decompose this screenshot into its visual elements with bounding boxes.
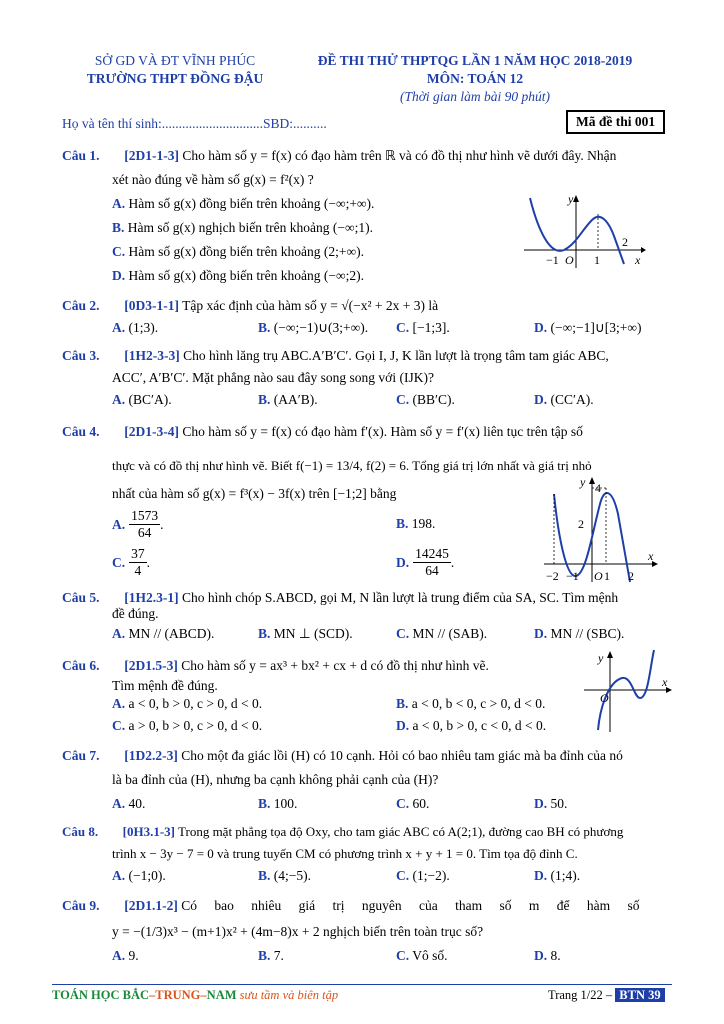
opt-text: 7. (273, 948, 284, 963)
numerator: 37 (131, 546, 145, 561)
q1-option-b[interactable] (112, 218, 373, 238)
opt-label: B. (258, 868, 271, 883)
opt-text: 198. (411, 516, 436, 531)
opt-label: A. (112, 868, 126, 883)
q9-text-2: y = −(1/3)x³ − (m+1)x² + (4m−8)x + 2 nghịch biến trên toàn trục số? (112, 924, 484, 939)
q4-graph-4: 4 (595, 481, 601, 495)
denominator: 4 (134, 563, 142, 578)
q3-option-a[interactable] (112, 390, 172, 410)
opt-label: C. (396, 868, 410, 883)
fraction (413, 546, 451, 579)
q9-code: [2D1.1-2] (124, 898, 178, 913)
opt-label: C. (396, 626, 410, 641)
opt-label: B. (396, 516, 409, 531)
q1-option-d[interactable] (112, 266, 364, 286)
q5-option-c[interactable] (396, 624, 487, 644)
q4-text-2: thực và có đồ thị như hình vẽ. Biết f(−1) = 13/4, f(2) = 6. Tổng giá trị lớn nhất và giá trị nhỏ (112, 458, 592, 473)
q4-option-d[interactable]: D. $\frac{14245}{64}$ . (396, 546, 455, 578)
q1-option-a[interactable] (112, 194, 374, 214)
q1-graph-1: 1 (594, 253, 600, 267)
q6-option-c[interactable] (112, 716, 262, 736)
opt-label: C. (112, 244, 126, 259)
q7-text-1: Cho một đa giác lồi (H) có 10 cạnh. Hỏi có bao nhiêu tam giác mà ba đỉnh của nó (181, 748, 623, 763)
q1-graph (516, 190, 646, 270)
brand-part-2: –TRUNG– (149, 988, 207, 1002)
opt-label: D. (534, 320, 548, 335)
q3-option-b[interactable] (258, 390, 318, 410)
q3-number: Câu 3. (62, 348, 100, 363)
q5-text-2: đề đúng. (112, 606, 159, 621)
q9-option-d[interactable] (534, 946, 561, 966)
opt-label: B. (112, 220, 125, 235)
q8-number: Câu 8. (62, 824, 99, 839)
q2-option-a[interactable] (112, 318, 158, 338)
opt-label: D. (112, 268, 126, 283)
q3-text-2: ACC′, A′B′C′. Mặt phẳng nào sau đây song song với (IJK)? (112, 370, 434, 385)
opt-label: A. (112, 626, 126, 641)
opt-label: B. (396, 696, 409, 711)
opt-text: a < 0, b > 0, c > 0, d < 0. (128, 696, 263, 711)
q9-text-1: Có bao nhiêu giá trị nguyên của tham số m để hàm số (181, 898, 640, 913)
exam-time: (Thời gian làm bài 90 phút) (399, 89, 551, 104)
brand-part-1: TOÁN HỌC BẮC (52, 988, 150, 1002)
q7-option-a[interactable] (112, 794, 145, 814)
q9-number: Câu 9. (62, 898, 100, 913)
q1-graph-m1: −1 (546, 253, 559, 267)
q9-option-a[interactable] (112, 946, 139, 966)
opt-label: A. (112, 948, 126, 963)
fraction (129, 508, 160, 541)
page-number: Trang 1/22 – (548, 988, 613, 1002)
opt-text: 8. (550, 948, 561, 963)
opt-label: C. (112, 718, 126, 733)
q2-option-d[interactable] (534, 318, 641, 338)
q2-option-b[interactable] (258, 318, 368, 338)
q1-text-2: xét nào đúng về hàm số g(x) = f²(x) ? (112, 172, 314, 187)
q6-text-1: Cho hàm số y = ax³ + bx² + cx + d có đồ thị như hình vẽ. (181, 658, 489, 673)
exam-subject: MÔN: TOÁN 12 (426, 71, 524, 86)
opt-text: (BB′C). (412, 392, 455, 407)
q6-text-2: Tìm mệnh đề đúng. (112, 678, 218, 693)
opt-label: C. (112, 554, 126, 570)
q1-text-1: Cho hàm số y = f(x) có đạo hàm trên ℝ và có đồ thị như hình vẽ dưới đây. Nhận (182, 148, 617, 163)
opt-text: 50. (550, 796, 568, 811)
opt-text: Hàm số g(x) nghịch biến trên khoảng (−∞;1). (127, 220, 373, 235)
q3-code: [1H2-3-3] (124, 348, 180, 363)
q9-option-c[interactable] (396, 946, 448, 966)
q1-code: [2D1-1-3] (124, 148, 179, 163)
q2-text-1: Tập xác định của hàm số y = √(−x² + 2x + 3) là (182, 298, 439, 313)
q7-number: Câu 7. (62, 748, 100, 763)
q3-option-c[interactable] (396, 390, 455, 410)
opt-label: B. (258, 796, 271, 811)
q7-text-2: là ba đỉnh của (H), nhưng ba cạnh không phải cạnh của (H)? (112, 772, 439, 787)
q8-option-c[interactable] (396, 866, 450, 886)
opt-text: Hàm số g(x) đồng biến trên khoảng (−∞;+∞). (128, 196, 375, 211)
opt-text: Vô số. (412, 948, 448, 963)
q4-number: Câu 4. (62, 424, 100, 439)
q4-graph-x: x (648, 549, 654, 563)
q6-graph-o: O (600, 691, 609, 705)
numerator: 1573 (131, 508, 159, 523)
opt-label: B. (258, 392, 271, 407)
q2-number: Câu 2. (62, 298, 100, 313)
opt-label: C. (396, 796, 410, 811)
q4-option-a[interactable]: A. $\frac{1573}{64}$ . (112, 508, 164, 540)
q8-code: [0H3.1-3] (122, 824, 175, 839)
opt-label: A. (112, 696, 126, 711)
q5-option-b[interactable] (258, 624, 353, 644)
btn-badge: BTN 39 (615, 988, 664, 1002)
opt-text: (−∞;−1]∪[3;+∞) (550, 320, 642, 335)
q6-option-d[interactable] (396, 716, 546, 736)
opt-text: (1;3). (128, 320, 159, 335)
q6-code: [2D1.5-3] (124, 658, 178, 673)
q1-number: Câu 1. (62, 148, 100, 163)
opt-text: (BC′A). (128, 392, 172, 407)
q2-line1 (62, 296, 438, 316)
q4-option-c[interactable]: C. $\frac{37}{4}$ . (112, 546, 150, 578)
q7-code: [1D2.2-3] (124, 748, 178, 763)
q4-option-b[interactable] (396, 514, 435, 534)
q4-graph-1: 1 (604, 569, 610, 583)
opt-text: [−1;3]. (412, 320, 450, 335)
opt-label: A. (112, 320, 126, 335)
opt-text: (−∞;−1)∪(3;+∞). (273, 320, 369, 335)
q3-text-1: Cho hình lăng trụ ABC.A′B′C′. Gọi I, J, K lần lượt là trọng tâm tam giác ABC, (183, 348, 609, 363)
q1-graph-o: O (565, 253, 574, 267)
opt-label: C. (396, 320, 410, 335)
q3-option-d[interactable] (534, 390, 594, 410)
opt-text: a < 0, b > 0, c < 0, d < 0. (412, 718, 547, 733)
q7-line1 (62, 746, 623, 766)
q7-option-d[interactable] (534, 794, 567, 814)
brand-tag: sưu tầm và biên tập (239, 988, 339, 1002)
opt-text: (AA′B). (273, 392, 318, 407)
opt-label: D. (534, 948, 548, 963)
q7-option-c[interactable] (396, 794, 429, 814)
opt-text: (CC′A). (550, 392, 594, 407)
q4-graph-2y: 2 (578, 517, 584, 531)
q6-line1 (62, 656, 489, 676)
q6-graph-x: x (662, 675, 668, 689)
q4-graph-m2: −2 (546, 569, 559, 583)
q3-line1 (62, 346, 609, 366)
q6-option-a[interactable] (112, 694, 262, 714)
opt-label: D. (534, 868, 548, 883)
opt-label: A. (112, 196, 126, 211)
q4-graph-2: 2 (628, 569, 634, 583)
q8-option-d[interactable] (534, 866, 580, 886)
q1-graph-x: x (635, 253, 641, 267)
opt-label: C. (396, 392, 410, 407)
q8-text-1: Trong mặt phẳng tọa độ Oxy, cho tam giác ABC có A(2;1), đường cao BH có phương (178, 824, 624, 839)
denominator: 64 (137, 525, 152, 540)
opt-label: D. (396, 718, 410, 733)
q1-line1 (62, 146, 616, 166)
numerator: 14245 (415, 546, 449, 561)
opt-text: MN ⊥ (SCD). (273, 626, 353, 641)
school-name: TRƯỜNG THPT ĐỒNG ĐẬU (86, 71, 264, 86)
opt-text: a > 0, b > 0, c > 0, d < 0. (128, 718, 263, 733)
student-info: Họ và tên thí sinh:..............................SBD:.......... (62, 116, 327, 131)
q4-text-1: Cho hàm số y = f(x) có đạo hàm f′(x). Hàm số y = f′(x) liên tục trên tập số (182, 424, 583, 439)
opt-label: B. (258, 320, 271, 335)
q2-code: [0D3-1-1] (124, 298, 179, 313)
q7-option-b[interactable] (258, 794, 297, 814)
q5-option-d[interactable] (534, 624, 624, 644)
q4-graph-y: y (580, 475, 586, 489)
q8-line1 (62, 822, 623, 842)
opt-label: A. (112, 392, 126, 407)
denominator: 64 (425, 563, 439, 578)
opt-text: a < 0, b < 0, c > 0, d < 0. (411, 696, 546, 711)
opt-text: (4;−5). (273, 868, 311, 883)
q8-option-a[interactable] (112, 866, 166, 886)
opt-label: B. (258, 626, 271, 641)
q8-option-b[interactable] (258, 866, 311, 886)
opt-text: Hàm số g(x) đồng biến trên khoảng (−∞;2). (128, 268, 364, 283)
q4-code: [2D1-3-4] (124, 424, 179, 439)
opt-text: Hàm số g(x) đồng biến trên khoảng (2;+∞). (128, 244, 364, 259)
q5-number: Câu 5. (62, 590, 100, 605)
q1-graph-2: 2 (622, 235, 628, 249)
opt-label: D. (396, 554, 410, 570)
opt-label: A. (112, 796, 126, 811)
opt-label: A. (112, 516, 126, 532)
q6-graph (580, 648, 674, 734)
q4-text-3: nhất của hàm số g(x) = f³(x) − 3f(x) trên [−1;2] bằng (112, 486, 397, 501)
opt-text: 9. (128, 948, 139, 963)
opt-label: C. (396, 948, 410, 963)
q1-option-c[interactable] (112, 242, 364, 262)
opt-text: 100. (273, 796, 298, 811)
q6-graph-y: y (598, 651, 604, 665)
q4-graph-m1: −1 (566, 569, 579, 583)
q1-graph-y: y (568, 192, 574, 206)
q9-line1 (62, 896, 639, 916)
q4-graph (540, 474, 660, 586)
q8-text-2: trình x − 3y − 7 = 0 và trung tuyến CM có phương trình x + y + 1 = 0. Tìm tọa độ đỉnh C. (112, 846, 578, 861)
opt-text: 40. (128, 796, 146, 811)
opt-text: MN // (SBC). (550, 626, 625, 641)
opt-text: (1;4). (550, 868, 581, 883)
q6-number: Câu 6. (62, 658, 100, 673)
footer-page (548, 988, 665, 1003)
exam-code-box: Mã đề thi 001 (566, 110, 665, 134)
opt-text: (1;−2). (412, 868, 450, 883)
opt-text: MN // (ABCD). (128, 626, 215, 641)
opt-text: MN // (SAB). (412, 626, 488, 641)
footer-brand (52, 988, 338, 1003)
school-department: SỞ GD VÀ ĐT VĨNH PHÚC (94, 53, 256, 68)
fraction (129, 546, 147, 579)
q4-graph-o: O (594, 569, 603, 583)
q5-code: [1H2.3-1] (124, 590, 179, 605)
opt-label: D. (534, 796, 548, 811)
opt-label: D. (534, 392, 548, 407)
q9-option-b[interactable] (258, 946, 284, 966)
q4-line1 (62, 422, 583, 442)
opt-text: (−1;0). (128, 868, 166, 883)
opt-label: D. (534, 626, 548, 641)
opt-label: B. (258, 948, 271, 963)
q5-option-a[interactable] (112, 624, 214, 644)
q2-option-c[interactable] (396, 318, 450, 338)
opt-text: 60. (412, 796, 430, 811)
exam-title: ĐỀ THI THỬ THPTQG LẦN 1 NĂM HỌC 2018-2019 (317, 53, 633, 68)
brand-part-3: NAM (206, 988, 237, 1002)
footer-divider (52, 984, 672, 985)
q5-text-1: Cho hình chóp S.ABCD, gọi M, N lần lượt là trung điểm của SA, SC. Tìm mệnh (182, 590, 619, 605)
q6-option-b[interactable] (396, 694, 545, 714)
